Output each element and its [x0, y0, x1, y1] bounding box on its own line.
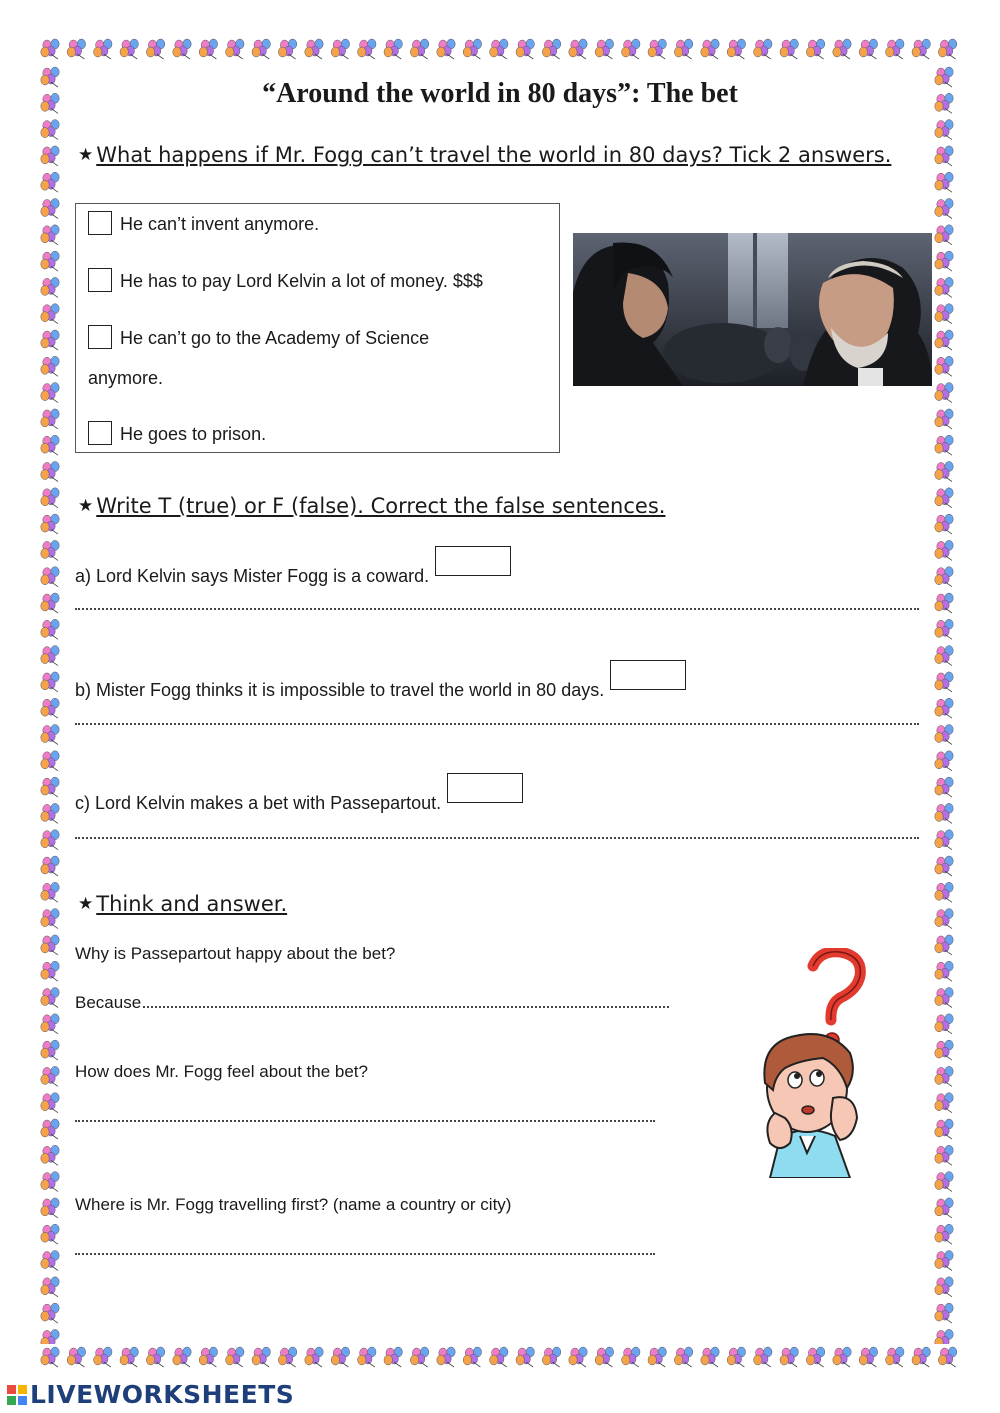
balloon-icon	[41, 909, 59, 929]
balloon-icon	[278, 39, 296, 59]
balloon-icon	[935, 1172, 953, 1192]
balloon-icon	[935, 988, 953, 1008]
balloon-icon	[463, 39, 481, 59]
balloon-icon	[41, 1329, 59, 1344]
balloon-icon	[935, 909, 953, 929]
balloon-icon	[935, 725, 953, 745]
balloon-icon	[437, 1347, 455, 1367]
balloon-icon	[935, 830, 953, 850]
balloon-border-left	[38, 62, 64, 1344]
statement-b-text: b) Mister Fogg thinks it is impossible to travel the world in 80 days.	[75, 680, 605, 700]
balloon-icon	[935, 146, 953, 166]
balloon-icon	[41, 593, 59, 613]
balloon-icon	[41, 882, 59, 902]
balloon-icon	[41, 725, 59, 745]
balloon-icon	[935, 1040, 953, 1060]
balloon-icon	[41, 1093, 59, 1113]
balloon-icon	[41, 619, 59, 639]
balloon-icon	[41, 435, 59, 455]
option-2-label: He has to pay Lord Kelvin a lot of money. $$$	[120, 271, 483, 291]
balloon-icon	[305, 39, 323, 59]
balloon-icon	[935, 1066, 953, 1086]
statement-a-text: a) Lord Kelvin says Mister Fogg is a coward.	[75, 566, 430, 586]
balloon-icon	[41, 120, 59, 140]
balloon-icon	[935, 1119, 953, 1139]
balloon-icon	[463, 1347, 481, 1367]
balloon-icon	[41, 1198, 59, 1218]
balloon-icon	[542, 1347, 560, 1367]
balloon-icon	[935, 567, 953, 587]
option-3-label: He can’t go to the Academy of Science	[120, 328, 430, 348]
question-2-answer-line[interactable]	[75, 1114, 655, 1122]
balloon-icon	[94, 39, 112, 59]
balloon-icon	[595, 1347, 613, 1367]
option-2	[88, 261, 483, 301]
balloon-icon	[935, 751, 953, 771]
balloon-icon	[41, 1119, 59, 1139]
balloon-icon	[199, 39, 217, 59]
balloon-icon	[252, 39, 270, 59]
statement-b-answer-box[interactable]	[610, 660, 686, 690]
statement-a-correction-line[interactable]	[75, 602, 919, 610]
balloon-icon	[569, 39, 587, 59]
balloon-icon	[935, 514, 953, 534]
option-1	[88, 204, 319, 244]
balloon-icon	[41, 567, 59, 587]
question-3: Where is Mr. Fogg travelling first? (name a country or city)	[75, 1195, 512, 1214]
option-1-label: He can’t invent anymore.	[120, 214, 320, 234]
balloon-icon	[806, 39, 824, 59]
balloon-icon	[754, 1347, 772, 1367]
section2-heading	[78, 494, 665, 518]
balloon-icon	[935, 435, 953, 455]
balloon-icon	[278, 1347, 296, 1367]
thinking-boy-clipart	[745, 948, 870, 1178]
option-4	[88, 414, 266, 454]
question-1-answer-line[interactable]	[143, 992, 669, 1008]
balloon-icon	[41, 1303, 59, 1323]
balloon-icon	[938, 39, 956, 59]
statement-c-answer-box[interactable]	[447, 773, 523, 803]
balloon-icon	[120, 1347, 138, 1367]
balloon-icon	[41, 1347, 59, 1367]
balloon-icon	[41, 672, 59, 692]
balloon-icon	[41, 277, 59, 297]
balloon-icon	[935, 1198, 953, 1218]
worksheet-title: “Around the world in 80 days”: The bet	[262, 78, 738, 109]
star-icon: ★	[78, 145, 94, 165]
balloon-icon	[859, 39, 877, 59]
balloon-icon	[935, 619, 953, 639]
balloon-icon	[674, 39, 692, 59]
balloon-icon	[935, 356, 953, 376]
balloon-icon	[935, 330, 953, 350]
balloon-icon	[935, 1251, 953, 1271]
balloon-icon	[41, 1145, 59, 1165]
statement-b	[75, 660, 686, 701]
balloon-icon	[935, 961, 953, 981]
balloon-icon	[701, 39, 719, 59]
option-2-checkbox[interactable]	[88, 268, 112, 292]
balloon-icon	[490, 1347, 508, 1367]
balloon-icon	[437, 39, 455, 59]
balloon-icon	[859, 1347, 877, 1367]
balloon-icon	[935, 1303, 953, 1323]
balloon-icon	[41, 1014, 59, 1034]
balloon-icon	[935, 304, 953, 324]
balloon-icon	[542, 39, 560, 59]
because-prompt: Because	[75, 993, 142, 1012]
balloon-icon	[935, 199, 953, 219]
statement-c-correction-line[interactable]	[75, 831, 919, 839]
balloon-icon	[226, 39, 244, 59]
section3-heading	[78, 892, 287, 916]
balloon-icon	[912, 39, 930, 59]
balloon-icon	[935, 646, 953, 666]
balloon-icon	[935, 1224, 953, 1244]
balloon-icon	[41, 646, 59, 666]
balloon-icon	[622, 39, 640, 59]
balloon-icon	[935, 277, 953, 297]
balloon-icon	[252, 1347, 270, 1367]
balloon-icon	[410, 39, 428, 59]
balloon-icon	[935, 698, 953, 718]
balloon-icon	[935, 935, 953, 955]
option-3-continuation: anymore.	[88, 368, 164, 388]
question-1-answer	[75, 992, 669, 1013]
balloon-icon	[41, 777, 59, 797]
statement-a	[75, 546, 511, 587]
balloon-icon	[41, 39, 59, 59]
balloon-icon	[67, 39, 85, 59]
balloon-icon	[674, 1347, 692, 1367]
balloon-icon	[935, 172, 953, 192]
balloon-icon	[727, 1347, 745, 1367]
statement-c-text: c) Lord Kelvin makes a bet with Passepartout.	[75, 793, 442, 813]
balloon-icon	[358, 39, 376, 59]
statement-c	[75, 773, 523, 814]
balloon-icon	[935, 777, 953, 797]
option-3	[88, 318, 429, 398]
balloon-icon	[146, 1347, 164, 1367]
balloon-icon	[120, 39, 138, 59]
balloon-icon	[727, 39, 745, 59]
balloon-icon	[41, 356, 59, 376]
star-icon: ★	[78, 894, 94, 914]
balloon-icon	[41, 1172, 59, 1192]
balloon-icon	[41, 961, 59, 981]
balloon-icon	[41, 751, 59, 771]
balloon-icon	[935, 540, 953, 560]
balloon-icon	[41, 330, 59, 350]
section3-heading-text: Think and answer.	[96, 892, 288, 916]
balloon-icon	[935, 383, 953, 403]
balloon-icon	[41, 988, 59, 1008]
balloon-icon	[935, 803, 953, 823]
balloon-icon	[754, 39, 772, 59]
balloon-icon	[41, 383, 59, 403]
balloon-icon	[516, 1347, 534, 1367]
balloon-icon	[935, 1093, 953, 1113]
logo-text: LIVEWORKSHEETS	[30, 1380, 295, 1409]
balloon-icon	[305, 1347, 323, 1367]
balloon-icon	[41, 514, 59, 534]
balloon-icon	[173, 39, 191, 59]
balloon-border-bottom	[38, 1344, 958, 1370]
option-1-checkbox[interactable]	[88, 211, 112, 235]
balloon-icon	[41, 698, 59, 718]
statement-b-correction-line[interactable]	[75, 717, 919, 725]
balloon-icon	[833, 1347, 851, 1367]
balloon-icon	[648, 39, 666, 59]
section2-heading-text: Write T (true) or F (false). Correct the false sentences.	[96, 494, 666, 518]
balloon-icon	[41, 199, 59, 219]
logo-icon	[6, 1384, 28, 1406]
balloon-icon	[935, 1329, 953, 1344]
balloon-icon	[938, 1347, 956, 1367]
balloon-icon	[41, 540, 59, 560]
tick-options-box	[75, 203, 560, 453]
balloon-icon	[331, 1347, 349, 1367]
balloon-icon	[886, 1347, 904, 1367]
balloon-icon	[935, 120, 953, 140]
balloon-icon	[41, 1224, 59, 1244]
question-2: How does Mr. Fogg feel about the bet?	[75, 1062, 368, 1081]
balloon-icon	[935, 1145, 953, 1165]
balloon-icon	[569, 1347, 587, 1367]
balloon-icon	[833, 39, 851, 59]
balloon-icon	[199, 1347, 217, 1367]
balloon-icon	[701, 1347, 719, 1367]
balloon-icon	[935, 462, 953, 482]
balloon-icon	[806, 1347, 824, 1367]
section1-heading	[78, 143, 891, 167]
balloon-icon	[935, 593, 953, 613]
balloon-icon	[41, 225, 59, 245]
balloon-icon	[622, 1347, 640, 1367]
option-4-checkbox[interactable]	[88, 421, 112, 445]
balloon-icon	[384, 39, 402, 59]
balloon-icon	[490, 39, 508, 59]
balloon-icon	[935, 856, 953, 876]
balloon-icon	[912, 1347, 930, 1367]
balloon-icon	[41, 856, 59, 876]
balloon-icon	[935, 1277, 953, 1297]
balloon-icon	[41, 1251, 59, 1271]
option-3-checkbox[interactable]	[88, 325, 112, 349]
balloon-icon	[331, 39, 349, 59]
balloon-icon	[41, 304, 59, 324]
option-4-label: He goes to prison.	[120, 424, 267, 444]
balloon-icon	[384, 1347, 402, 1367]
balloon-icon	[780, 39, 798, 59]
balloon-icon	[935, 488, 953, 508]
balloon-icon	[41, 830, 59, 850]
balloon-icon	[146, 39, 164, 59]
balloon-icon	[226, 1347, 244, 1367]
balloon-icon	[41, 172, 59, 192]
balloon-icon	[41, 409, 59, 429]
balloon-icon	[41, 488, 59, 508]
question-3-answer-line[interactable]	[75, 1247, 655, 1255]
film-still-image	[573, 233, 932, 386]
balloon-icon	[516, 39, 534, 59]
section1-heading-text: What happens if Mr. Fogg can’t travel the world in 80 days? Tick 2 answers.	[96, 143, 892, 167]
balloon-icon	[935, 409, 953, 429]
balloon-icon	[41, 935, 59, 955]
balloon-icon	[886, 39, 904, 59]
balloon-icon	[41, 1066, 59, 1086]
question-1: Why is Passepartout happy about the bet?	[75, 944, 396, 963]
balloon-icon	[67, 1347, 85, 1367]
balloon-icon	[935, 882, 953, 902]
liveworksheets-logo	[6, 1380, 294, 1409]
balloon-icon	[935, 251, 953, 271]
balloon-icon	[41, 803, 59, 823]
balloon-icon	[41, 251, 59, 271]
statement-a-answer-box[interactable]	[435, 546, 511, 576]
balloon-icon	[41, 1277, 59, 1297]
star-icon: ★	[78, 496, 94, 516]
balloon-icon	[41, 462, 59, 482]
balloon-border-right	[932, 62, 958, 1344]
balloon-icon	[780, 1347, 798, 1367]
balloon-icon	[173, 1347, 191, 1367]
balloon-icon	[648, 1347, 666, 1367]
balloon-icon	[935, 1014, 953, 1034]
balloon-icon	[410, 1347, 428, 1367]
balloon-border-top	[38, 36, 958, 62]
balloon-icon	[935, 225, 953, 245]
balloon-icon	[94, 1347, 112, 1367]
balloon-icon	[935, 672, 953, 692]
balloon-icon	[41, 1040, 59, 1060]
balloon-icon	[41, 146, 59, 166]
balloon-icon	[595, 39, 613, 59]
balloon-icon	[358, 1347, 376, 1367]
